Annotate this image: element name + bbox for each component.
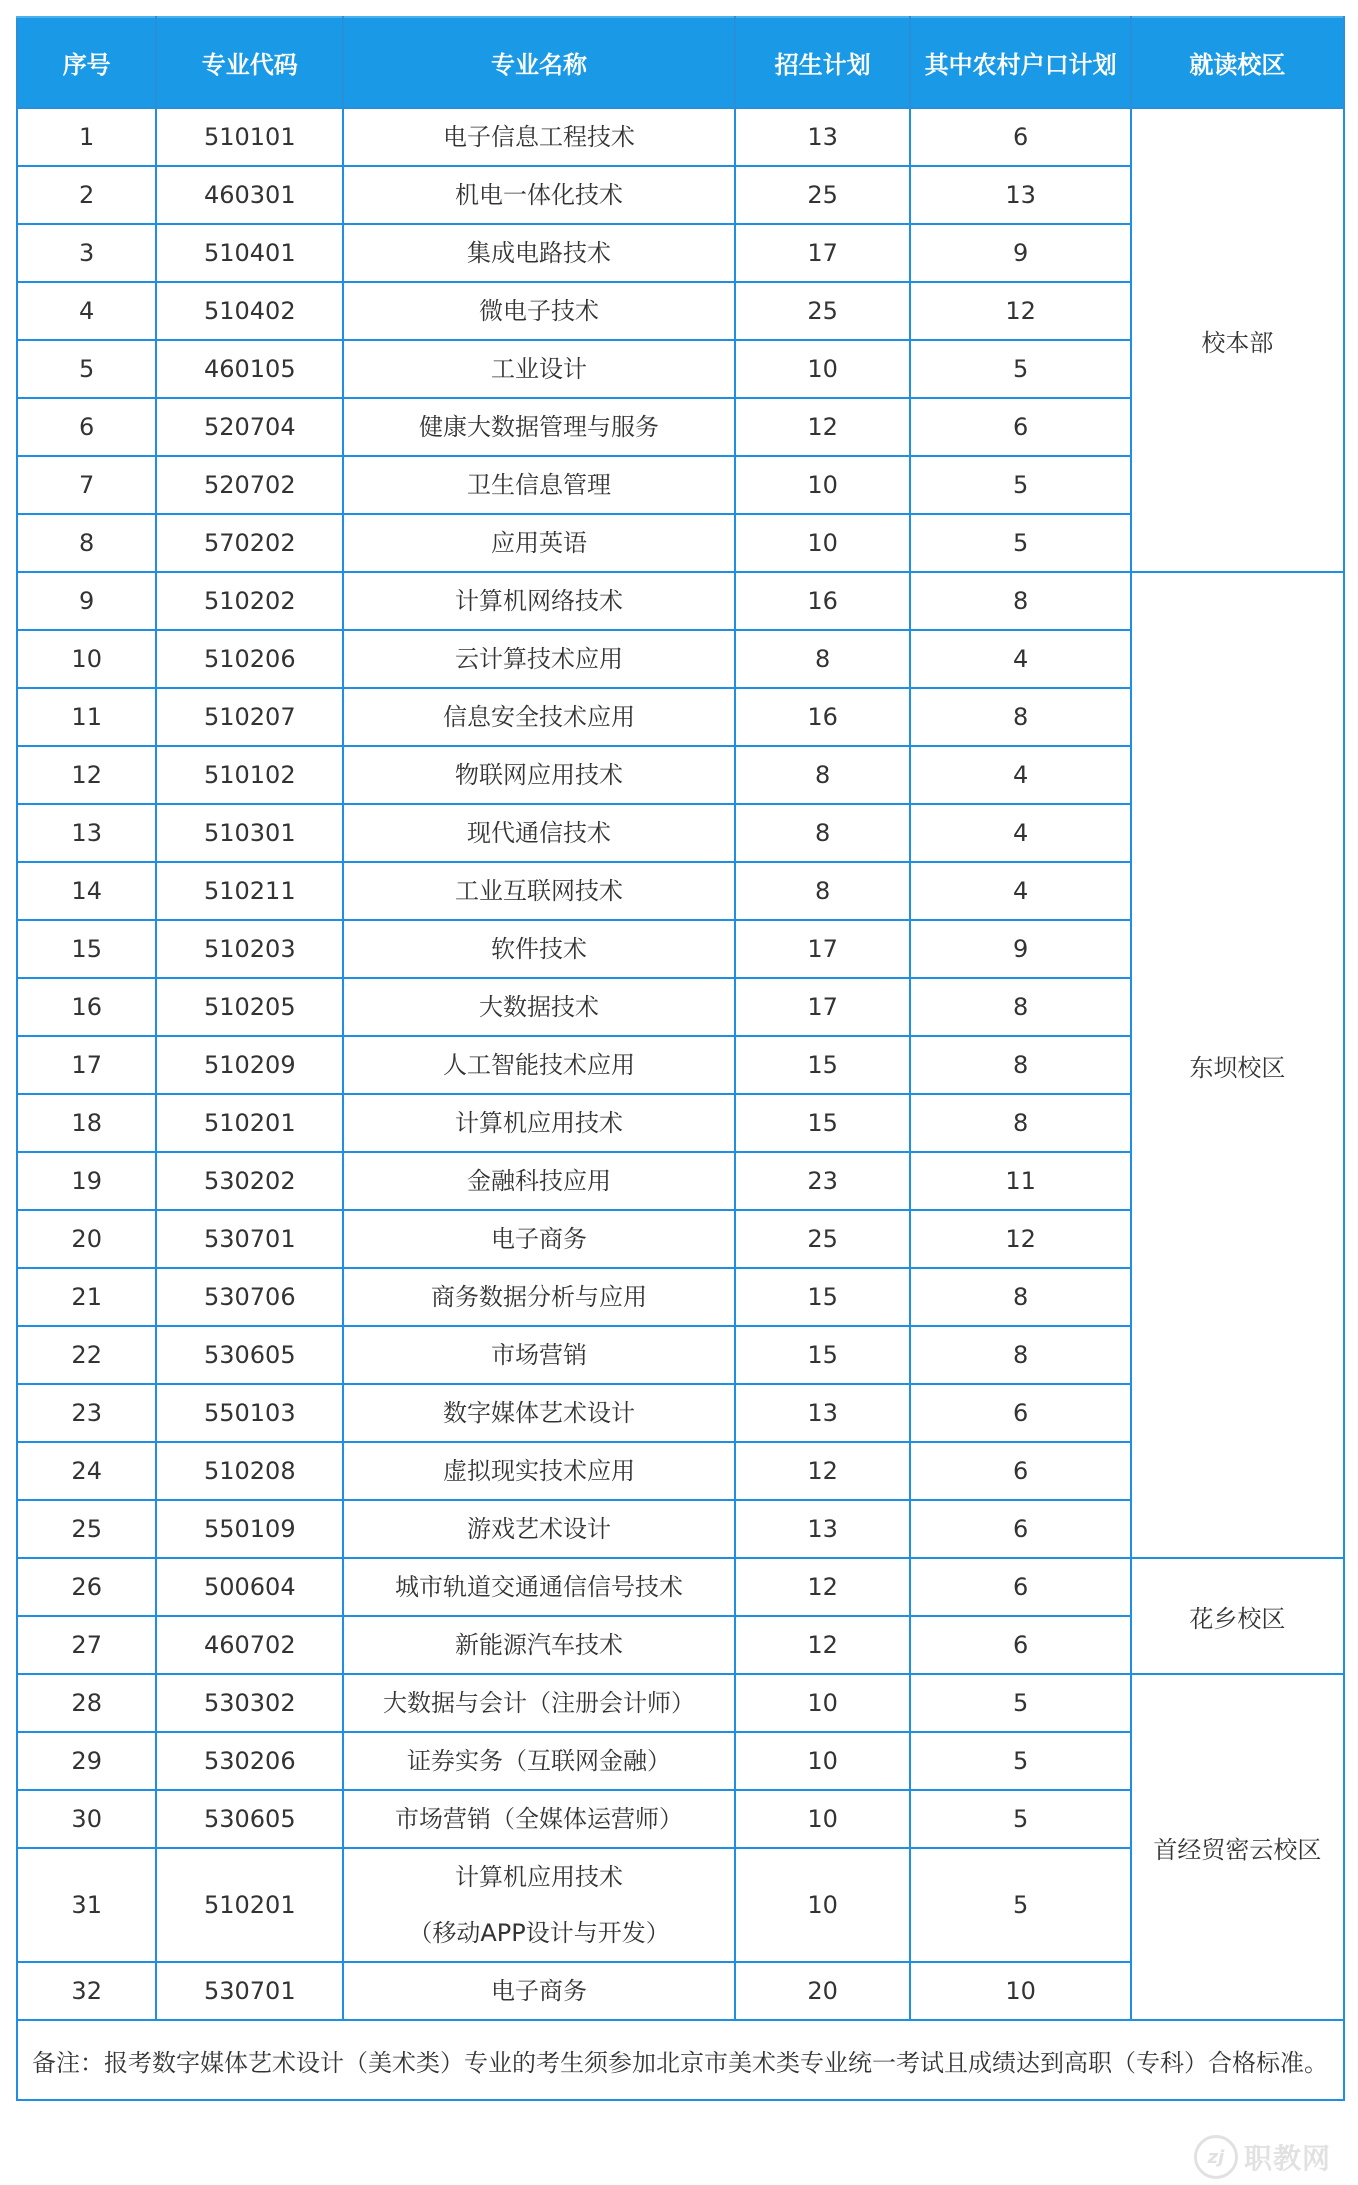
major-name-text: 卫生信息管理 (467, 471, 612, 499)
table-body (17, 108, 1344, 2020)
cell-major-code: 510205 (156, 978, 343, 1036)
cell-enrollment-plan: 13 (735, 1384, 911, 1442)
cell-major-code: 550109 (156, 1500, 343, 1558)
cell-major-code: 570202 (156, 514, 343, 572)
note-row (17, 2020, 1344, 2100)
cell-serial: 19 (17, 1152, 156, 1210)
watermark-badge-icon: zj (1194, 2135, 1238, 2179)
cell-major-name (343, 1152, 735, 1210)
cell-rural-plan: 8 (910, 1094, 1130, 1152)
major-name-text: 市场营销 (491, 1341, 588, 1369)
major-name-text: 电子信息工程技术 (443, 123, 636, 151)
cell-serial: 31 (17, 1848, 156, 1962)
cell-serial: 18 (17, 1094, 156, 1152)
cell-serial: 24 (17, 1442, 156, 1500)
cell-serial: 26 (17, 1558, 156, 1616)
cell-serial: 25 (17, 1500, 156, 1558)
cell-enrollment-plan: 10 (735, 1732, 911, 1790)
cell-enrollment-plan: 12 (735, 398, 911, 456)
cell-enrollment-plan: 23 (735, 1152, 911, 1210)
major-name-text: 计算机应用技术 (455, 1863, 624, 1891)
cell-major-code: 530605 (156, 1790, 343, 1848)
cell-major-name (343, 398, 735, 456)
major-name-text: 现代通信技术 (467, 819, 612, 847)
major-name-text: 人工智能技术应用 (443, 1051, 636, 1079)
cell-enrollment-plan: 10 (735, 1848, 911, 1962)
cell-serial: 23 (17, 1384, 156, 1442)
cell-major-code: 530206 (156, 1732, 343, 1790)
major-name-text: 大数据技术 (479, 993, 600, 1021)
major-name-text: 应用英语 (491, 529, 588, 557)
cell-major-name (343, 1674, 735, 1732)
cell-serial: 12 (17, 746, 156, 804)
cell-enrollment-plan: 12 (735, 1616, 911, 1674)
cell-rural-plan: 6 (910, 1442, 1130, 1500)
major-name-text: 工业设计 (491, 355, 588, 383)
cell-major-name (343, 630, 735, 688)
cell-major-name (343, 978, 735, 1036)
cell-campus: 首经贸密云校区 (1131, 1674, 1344, 2020)
cell-major-code: 550103 (156, 1384, 343, 1442)
header-campus: 就读校区 (1131, 17, 1344, 108)
cell-campus: 花乡校区 (1131, 1558, 1344, 1674)
cell-serial: 10 (17, 630, 156, 688)
cell-enrollment-plan: 17 (735, 978, 911, 1036)
major-name-text: 工业互联网技术 (455, 877, 624, 905)
cell-major-name (343, 514, 735, 572)
cell-major-name (343, 1210, 735, 1268)
header-rural-plan: 其中农村户口计划 (910, 17, 1130, 108)
cell-enrollment-plan: 25 (735, 282, 911, 340)
cell-enrollment-plan: 10 (735, 1790, 911, 1848)
major-name-text: 证券实务（互联网金融） (407, 1747, 672, 1775)
major-name-text: 新能源汽车技术 (455, 1631, 624, 1659)
cell-enrollment-plan: 15 (735, 1094, 911, 1152)
cell-serial: 7 (17, 456, 156, 514)
cell-enrollment-plan: 8 (735, 804, 911, 862)
cell-rural-plan: 5 (910, 340, 1130, 398)
cell-major-name (343, 1094, 735, 1152)
header-major-name: 专业名称 (343, 17, 735, 108)
cell-rural-plan: 8 (910, 1268, 1130, 1326)
cell-major-code: 510101 (156, 108, 343, 166)
cell-major-code: 530302 (156, 1674, 343, 1732)
cell-rural-plan: 8 (910, 572, 1130, 630)
cell-enrollment-plan: 15 (735, 1268, 911, 1326)
cell-major-code: 510102 (156, 746, 343, 804)
cell-rural-plan: 5 (910, 1790, 1130, 1848)
cell-rural-plan: 9 (910, 920, 1130, 978)
cell-serial: 20 (17, 1210, 156, 1268)
cell-serial: 14 (17, 862, 156, 920)
cell-major-code: 510201 (156, 1848, 343, 1962)
cell-serial: 8 (17, 514, 156, 572)
cell-serial: 22 (17, 1326, 156, 1384)
cell-serial: 3 (17, 224, 156, 282)
cell-serial: 15 (17, 920, 156, 978)
cell-major-name (343, 1268, 735, 1326)
cell-major-name (343, 1790, 735, 1848)
table-row (17, 108, 1344, 166)
cell-major-name (343, 108, 735, 166)
major-name-text: 健康大数据管理与服务 (419, 413, 660, 441)
major-name-text: 云计算技术应用 (455, 645, 624, 673)
cell-major-code: 530706 (156, 1268, 343, 1326)
cell-major-name (343, 1384, 735, 1442)
cell-serial: 2 (17, 166, 156, 224)
cell-major-code: 510206 (156, 630, 343, 688)
cell-rural-plan: 6 (910, 1500, 1130, 1558)
cell-serial: 21 (17, 1268, 156, 1326)
cell-rural-plan: 5 (910, 1732, 1130, 1790)
cell-enrollment-plan: 10 (735, 514, 911, 572)
cell-serial: 29 (17, 1732, 156, 1790)
cell-serial: 5 (17, 340, 156, 398)
cell-major-code: 510207 (156, 688, 343, 746)
cell-enrollment-plan: 17 (735, 920, 911, 978)
major-name-text: 虚拟现实技术应用 (443, 1457, 636, 1485)
cell-enrollment-plan: 12 (735, 1558, 911, 1616)
cell-enrollment-plan: 10 (735, 456, 911, 514)
cell-serial: 28 (17, 1674, 156, 1732)
cell-major-code: 500604 (156, 1558, 343, 1616)
cell-enrollment-plan: 8 (735, 746, 911, 804)
cell-major-code: 510211 (156, 862, 343, 920)
cell-rural-plan: 8 (910, 1326, 1130, 1384)
cell-major-code: 510201 (156, 1094, 343, 1152)
cell-serial: 9 (17, 572, 156, 630)
major-name-text: 计算机网络技术 (455, 587, 624, 615)
cell-rural-plan: 13 (910, 166, 1130, 224)
cell-rural-plan: 9 (910, 224, 1130, 282)
cell-serial: 13 (17, 804, 156, 862)
cell-campus: 东坝校区 (1131, 572, 1344, 1558)
major-name-text: 大数据与会计（注册会计师） (383, 1689, 696, 1717)
cell-major-code: 510203 (156, 920, 343, 978)
cell-rural-plan: 4 (910, 804, 1130, 862)
cell-major-name (343, 1500, 735, 1558)
cell-major-name (343, 282, 735, 340)
major-name-text: 集成电路技术 (467, 239, 612, 267)
table-header-row (17, 17, 1344, 108)
major-name-text: 信息安全技术应用 (443, 703, 636, 731)
cell-enrollment-plan: 15 (735, 1326, 911, 1384)
major-name-text: 机电一体化技术 (455, 181, 624, 209)
cell-major-name (343, 166, 735, 224)
cell-enrollment-plan: 13 (735, 108, 911, 166)
cell-serial: 11 (17, 688, 156, 746)
cell-major-code: 520702 (156, 456, 343, 514)
header-serial: 序号 (17, 17, 156, 108)
cell-major-name (343, 1558, 735, 1616)
cell-major-name (343, 804, 735, 862)
cell-major-name (343, 1036, 735, 1094)
cell-major-name (343, 920, 735, 978)
cell-enrollment-plan: 15 (735, 1036, 911, 1094)
cell-major-name (343, 224, 735, 282)
cell-rural-plan: 6 (910, 398, 1130, 456)
cell-rural-plan: 6 (910, 108, 1130, 166)
cell-enrollment-plan: 10 (735, 1674, 911, 1732)
cell-rural-plan: 11 (910, 1152, 1130, 1210)
cell-rural-plan: 5 (910, 1848, 1130, 1962)
cell-rural-plan: 8 (910, 978, 1130, 1036)
cell-major-name (343, 340, 735, 398)
cell-serial: 17 (17, 1036, 156, 1094)
cell-rural-plan: 5 (910, 514, 1130, 572)
cell-enrollment-plan: 25 (735, 1210, 911, 1268)
cell-major-code: 530701 (156, 1962, 343, 2020)
table-note: 备注：报考数字媒体艺术设计（美术类）专业的考生须参加北京市美术类专业统一考试且成绩达到高职（专科）合格标准。 (17, 2020, 1344, 2100)
cell-major-name (343, 688, 735, 746)
cell-major-name (343, 572, 735, 630)
cell-major-code: 510208 (156, 1442, 343, 1500)
cell-serial: 6 (17, 398, 156, 456)
cell-enrollment-plan: 17 (735, 224, 911, 282)
cell-rural-plan: 6 (910, 1558, 1130, 1616)
enrollment-plan-table (16, 16, 1345, 2101)
major-name-text: 计算机应用技术 (455, 1109, 624, 1137)
watermark-text: 职教网 (1244, 2142, 1332, 2175)
cell-rural-plan: 10 (910, 1962, 1130, 2020)
cell-enrollment-plan: 8 (735, 862, 911, 920)
cell-enrollment-plan: 13 (735, 1500, 911, 1558)
cell-rural-plan: 4 (910, 630, 1130, 688)
major-name-text: 游戏艺术设计 (467, 1515, 612, 1543)
cell-enrollment-plan: 12 (735, 1442, 911, 1500)
cell-major-code: 460105 (156, 340, 343, 398)
watermark-logo (1194, 2133, 1344, 2181)
major-name-text: 电子商务 (491, 1977, 588, 2005)
cell-major-name (343, 1848, 735, 1962)
cell-major-code: 510209 (156, 1036, 343, 1094)
cell-enrollment-plan: 10 (735, 340, 911, 398)
cell-major-name (343, 1326, 735, 1384)
major-name-text: 电子商务 (491, 1225, 588, 1253)
cell-rural-plan: 6 (910, 1616, 1130, 1674)
major-name-text: 物联网应用技术 (455, 761, 624, 789)
major-name-text: 商务数据分析与应用 (431, 1283, 648, 1311)
cell-enrollment-plan: 16 (735, 572, 911, 630)
cell-major-code: 510402 (156, 282, 343, 340)
cell-major-code: 520704 (156, 398, 343, 456)
cell-enrollment-plan: 8 (735, 630, 911, 688)
cell-serial: 1 (17, 108, 156, 166)
cell-rural-plan: 6 (910, 1384, 1130, 1442)
cell-major-name (343, 1962, 735, 2020)
cell-enrollment-plan: 20 (735, 1962, 911, 2020)
cell-serial: 32 (17, 1962, 156, 2020)
cell-major-code: 530701 (156, 1210, 343, 1268)
cell-major-name (343, 456, 735, 514)
major-name-text: 市场营销（全媒体运营师） (395, 1805, 684, 1833)
cell-major-name (343, 746, 735, 804)
cell-major-name (343, 862, 735, 920)
cell-major-code: 530605 (156, 1326, 343, 1384)
table-row (17, 1558, 1344, 1616)
table-row (17, 1674, 1344, 1732)
major-name-text: 金融科技应用 (467, 1167, 612, 1195)
cell-major-name (343, 1732, 735, 1790)
cell-major-code: 510301 (156, 804, 343, 862)
major-name-text: 城市轨道交通通信信号技术 (395, 1573, 684, 1601)
cell-major-name (343, 1442, 735, 1500)
cell-major-code: 510401 (156, 224, 343, 282)
cell-rural-plan: 12 (910, 282, 1130, 340)
cell-serial: 16 (17, 978, 156, 1036)
cell-rural-plan: 5 (910, 456, 1130, 514)
cell-enrollment-plan: 16 (735, 688, 911, 746)
cell-serial: 4 (17, 282, 156, 340)
cell-major-code: 460301 (156, 166, 343, 224)
cell-rural-plan: 8 (910, 1036, 1130, 1094)
cell-major-name (343, 1616, 735, 1674)
cell-rural-plan: 12 (910, 1210, 1130, 1268)
cell-rural-plan: 8 (910, 688, 1130, 746)
table-row (17, 572, 1344, 630)
cell-major-code: 460702 (156, 1616, 343, 1674)
cell-serial: 30 (17, 1790, 156, 1848)
cell-campus: 校本部 (1131, 108, 1344, 572)
cell-major-code: 510202 (156, 572, 343, 630)
cell-enrollment-plan: 25 (735, 166, 911, 224)
header-enrollment-plan: 招生计划 (735, 17, 911, 108)
header-major-code: 专业代码 (156, 17, 343, 108)
cell-rural-plan: 4 (910, 746, 1130, 804)
cell-serial: 27 (17, 1616, 156, 1674)
major-name-subtext: （移动APP设计与开发） (408, 1919, 670, 1947)
major-name-text: 微电子技术 (479, 297, 600, 325)
major-name-text: 数字媒体艺术设计 (443, 1399, 636, 1427)
major-name-text: 软件技术 (491, 935, 588, 963)
cell-major-code: 530202 (156, 1152, 343, 1210)
cell-rural-plan: 4 (910, 862, 1130, 920)
cell-rural-plan: 5 (910, 1674, 1130, 1732)
